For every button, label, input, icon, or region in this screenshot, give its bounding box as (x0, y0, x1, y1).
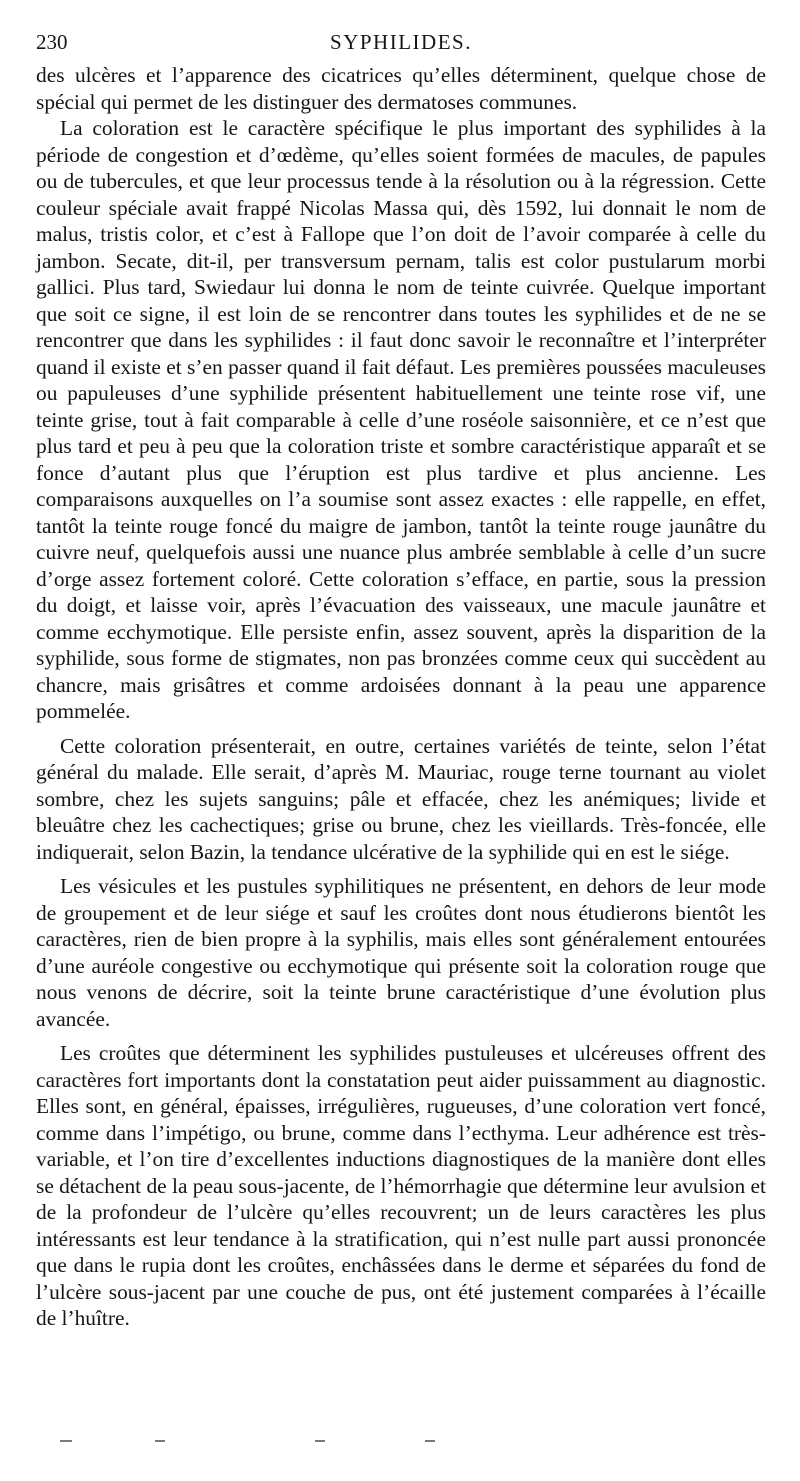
paragraph-continuation: des ulcères et l’apparence des cicatrices qu’elles déterminent, quelque chose de spécial qui permet de les distinguer des dermatoses communes. (36, 63, 766, 114)
scan-mark (425, 1440, 435, 1442)
paragraph-gap (36, 1032, 766, 1040)
scan-mark (155, 1440, 165, 1442)
page-header (36, 30, 766, 60)
paragraph-gap (36, 725, 766, 733)
paragraph-vesicules: Les vésicules et les pustules syphilitiques ne présentent, en dehors de leur mode de groupement et de leur siége et sauf les croûtes dont nous étudierons bientôt les caractères, rien de bien propre à la syphilis, mais elles sont généralement entourées d’une auréole congestive ou ecchymotique qui présente soit la coloration rouge que nous venons de décrire, soit la teinte brune caractéristique d’une évolution plus avancée. (36, 874, 766, 1031)
paragraph-coloration: La coloration est le caractère spécifique le plus important des syphilides à la période de congestion et d’œdème, qu’elles soient formées de macules, de papules ou de tubercules, et que leur processus tende à la résolution ou à la régression. Cette couleur spéciale avait frappé Nicolas Massa qui, dès 1592, lui donnait le nom de malus, tristis color, et c’est à Fallope que l’on doit de l’avoir comparée à celle du jambon. Secate, dit-il, per transversum pernam, talis est color pustularum morbi gallici. Plus tard, Swiedaur lui donna le nom de teinte cuivrée. Quelque important que soit ce signe, il est loin de se rencontrer dans toutes les syphilides et de ne se rencontrer que dans les syphilides : il faut donc savoir le reconnaître et l’interpréter quand il existe et s’en passer quand il fait défaut. Les premières poussées maculeuses ou papuleuses d’une syphilide présentent habituellement une teinte rose vif, une teinte grise, tout à fait comparable à celle d’une roséole saisonnière, et ce n’est que plus tard et peu à peu que la coloration triste et sombre caractéristique apparaît et se fonce d’autant plus que l’éruption est plus tardive et plus ancienne. Les comparaisons auxquelles on l’a soumise sont assez exactes : elle rappelle, en effet, tantôt la teinte rouge foncé du maigre de jambon, tantôt la teinte rouge jaunâtre du cuivre neuf, quelquefois aussi une nuance plus ambrée semblable à celle d’un sucre d’orge assez fortement coloré. Cette coloration s’efface, en partie, sous la pression du doigt, et laisse voir, après l’évacuation des vaisseaux, une macule jaunâtre et comme ecchymotique. Elle persiste enfin, assez souvent, après la disparition de la syphilide, sous forme de stigmates, non pas bronzées comme ceux qui succèdent au chancre, mais grisâtres et comme ardoisées donnant à la peau une apparence pommelée. (36, 116, 766, 723)
scan-mark (60, 1440, 72, 1442)
scan-mark (315, 1440, 325, 1442)
running-title: SYPHILIDES. (330, 30, 472, 54)
page-bottom-marks (60, 1440, 460, 1446)
body-text (36, 62, 766, 1332)
paragraph-croutes: Les croûtes que déterminent les syphilides pustuleuses et ulcéreuses offrent des caractères fort importants dont la constatation peut aider puissamment au diagnostic. Elles sont, en général, épaisses, irrégulières, rugueuses, d’une coloration vert foncé, comme dans l’impétigo, ou brune, comme dans l’ecthyma. Leur adhérence est très-variable, et l’on tire d’excellentes inductions diagnostiques de la manière dont elles se détachent de la peau sous-jacente, de l’hémorrhagie que détermine leur avulsion et de la profondeur de l’ulcère qu’elles recouvrent; un de leurs caractères les plus intéressants est leur tendance à la stratification, qui n’est nulle part aussi prononcée que dans le rupia dont les croûtes, enchâssées dans le derme et séparées du fond de l’ulcère sous-jacent par une couche de pus, ont été justement comparées à l’écaille de l’huître. (36, 1041, 766, 1330)
paragraph-varieties: Cette coloration présenterait, en outre, certaines variétés de teinte, selon l’état général du malade. Elle serait, d’après M. Mauriac, rouge terne tournant au violet sombre, chez les sujets sanguins; pâle et effacée, chez les anémiques; livide et bleuâtre chez les cachectiques; grise ou brune, chez les vieillards. Très-foncée, elle indiquerait, selon Bazin, la tendance ulcérative de la syphilide qui en est le siége. (36, 733, 766, 864)
paragraph-gap (36, 865, 766, 873)
book-page (36, 30, 766, 1332)
page-number: 230 (36, 30, 68, 54)
